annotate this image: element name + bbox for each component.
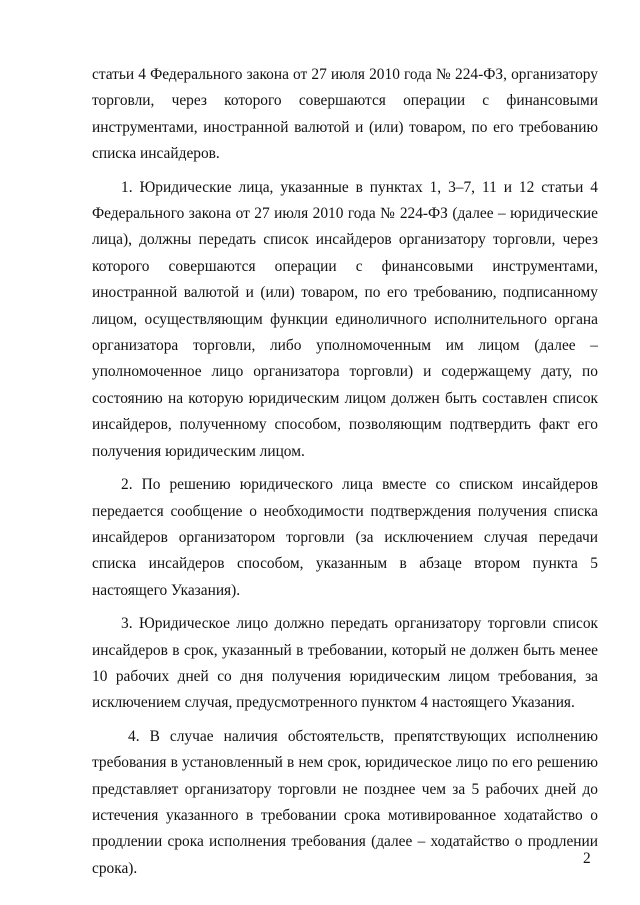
paragraph-item-3: 3. Юридическое лицо должно передать организатору торговли список инсайдеров в срок, указанный в требовании, который не должен быть менее 10 рабочих дней со дня получения юридическим лицом требования, за исключением случая, предусмотренного пунктом 4 настоящего Указания. (92, 615, 598, 712)
paragraph-item-2: 2. По решению юридического лица вместе со списком инсайдеров передается сообщение о необходимости подтверждения получения списка инсайдеров организатором торговли (за исключением случая передачи списка инсайдеров способом, указанным в абзаце втором пункта 5 настоящего Указания). (92, 476, 598, 599)
paragraph-item-1: 1. Юридические лица, указанные в пунктах 1, 3–7, 11 и 12 статьи 4 Федерального закона от 27 июля 2010 года № 224-ФЗ (далее – юридические лица), должны передать список инсайдеров организатору торговли, через которого совершаются операции с финансовыми инструментами, иностранной валютой и (или) товаром, по его требованию, подписанному лицом, осуществляющим функции единоличного исполнительного органа организатора торговли, либо уполномоченным им лицом (далее – уполномоченное лицо организатора торговли) и содержащему дату, по состоянию на которую юридическим лицом должен быть составлен список инсайдеров, полученному способом, позволяющим подтвердить факт его получения юридическим лицом. (92, 178, 598, 460)
page-number: 2 (583, 850, 591, 867)
paragraph-continuation: статьи 4 Федерального закона от 27 июля 2010 года № 224-ФЗ, организатору торговли, через которого совершаются операции с финансовыми инструментами, иностранной валютой и (или) товаром, по его требованию списка инсайдеров. (92, 66, 598, 163)
document-body (92, 62, 598, 882)
paragraph-item-4: 4. В случае наличия обстоятельств, препятствующих исполнению требования в установленный в нем срок, юридическое лицо по его решению представляет организатору торговли не позднее чем за 5 рабочих дней до истечения указанного в требовании срока мотивированное ходатайство о продлении срока исполнения требования (далее – ходатайство о продлении срока). (92, 727, 598, 877)
